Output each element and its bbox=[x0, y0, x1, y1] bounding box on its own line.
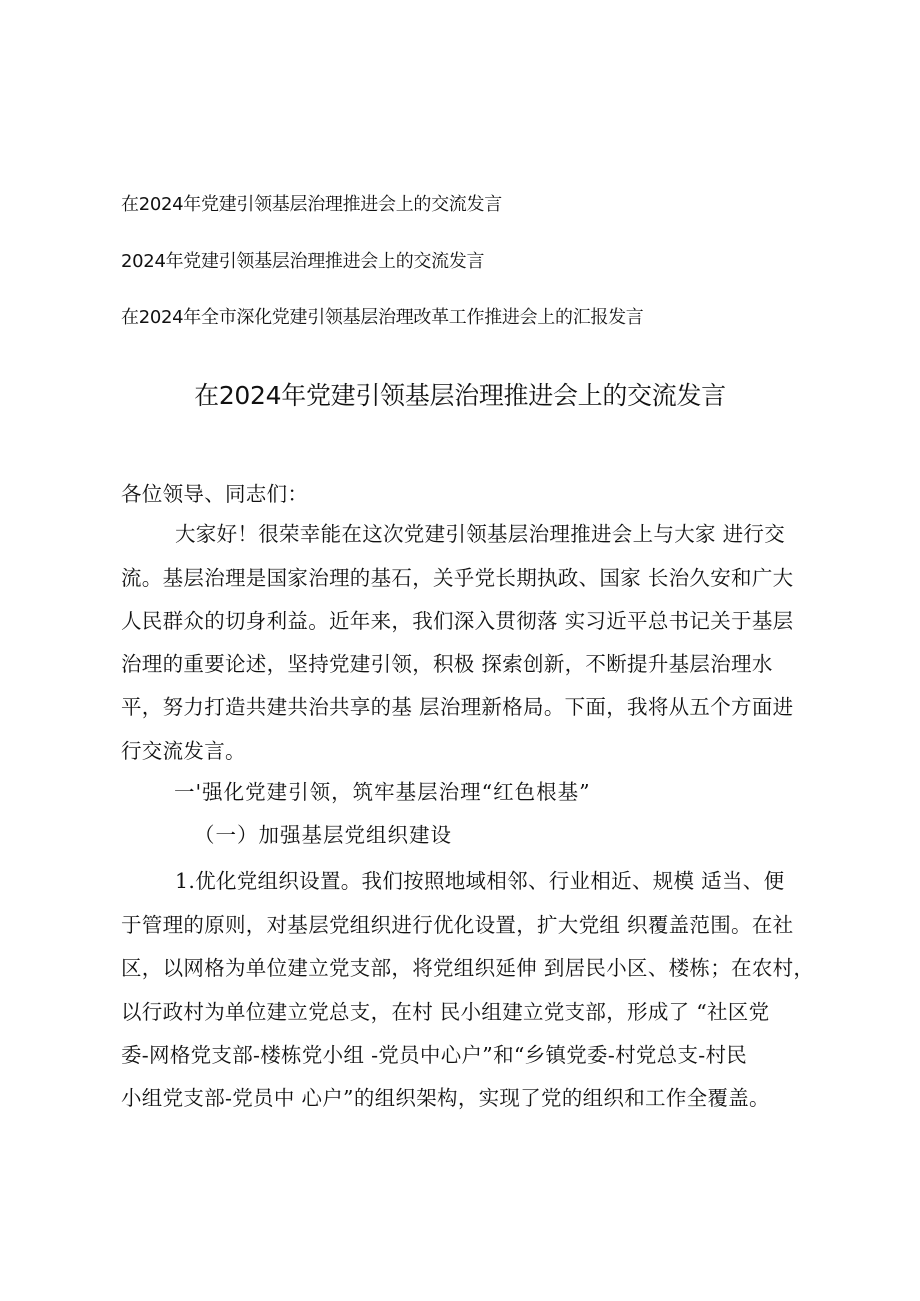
document-title: 在2024年党建引领基层治理推进会上的交流发言 bbox=[194, 381, 726, 410]
item-line-5: 委-网格党支部-楼栋党小组 -党员中心户”和“乡镇党委-村党总支-村民 bbox=[121, 1043, 748, 1067]
toc-item-3: 在2024年全市深化党建引领基层治理改革工作推进会上的汇报发言 bbox=[121, 307, 644, 328]
intro-line-4: 治理的重要论述，坚持党建引领，积极 探索创新，不断提升基层治理水 bbox=[121, 652, 773, 676]
intro-line-1: 大家好！很荣幸能在这次党建引领基层治理推进会上与大家 进行交 bbox=[175, 522, 786, 546]
section-heading: 一'强化党建引领，筑牢基层治理“红色根基” bbox=[174, 780, 591, 804]
intro-line-6: 行交流发言。 bbox=[121, 739, 246, 763]
toc-item-1: 在2024年党建引领基层治理推进会上的交流发言 bbox=[121, 194, 502, 215]
toc-item-2: 2024年党建引领基层治理推进会上的交流发言 bbox=[121, 251, 485, 272]
item-line-2: 于管理的原则，对基层党组织进行优化设置，扩大党组 织覆盖范围。在社 bbox=[121, 913, 794, 937]
intro-line-3: 人民群众的切身利益。近年来，我们深入贯彻落 实习近平总书记关于基层 bbox=[121, 609, 794, 633]
subsection-heading: （一）加强基层党组织建设 bbox=[194, 823, 452, 847]
intro-line-5: 平，努力打造共建共治共享的基 层治理新格局。下面，我将从五个方面进 bbox=[121, 695, 794, 719]
item-line-1: 1.优化党组织设置。我们按照地域相邻、行业相近、规模 适当、便 bbox=[175, 869, 785, 893]
salutation: 各位领导、同志们： bbox=[121, 482, 309, 506]
intro-line-2: 流。基层治理是国家治理的基石，关乎党长期执政、国家 长治久安和广大 bbox=[121, 566, 794, 590]
item-line-6: 小组党支部-党员中 心户”的组织架构，实现了党的组织和工作全覆盖。 bbox=[121, 1086, 770, 1110]
item-line-3: 区，以网格为单位建立党支部，将党组织延伸 到居民小区、楼栋；在农村， bbox=[121, 956, 815, 980]
item-line-4: 以行政村为单位建立党总支，在村 民小组建立党支部，形成了 “社区党 bbox=[121, 1000, 770, 1024]
